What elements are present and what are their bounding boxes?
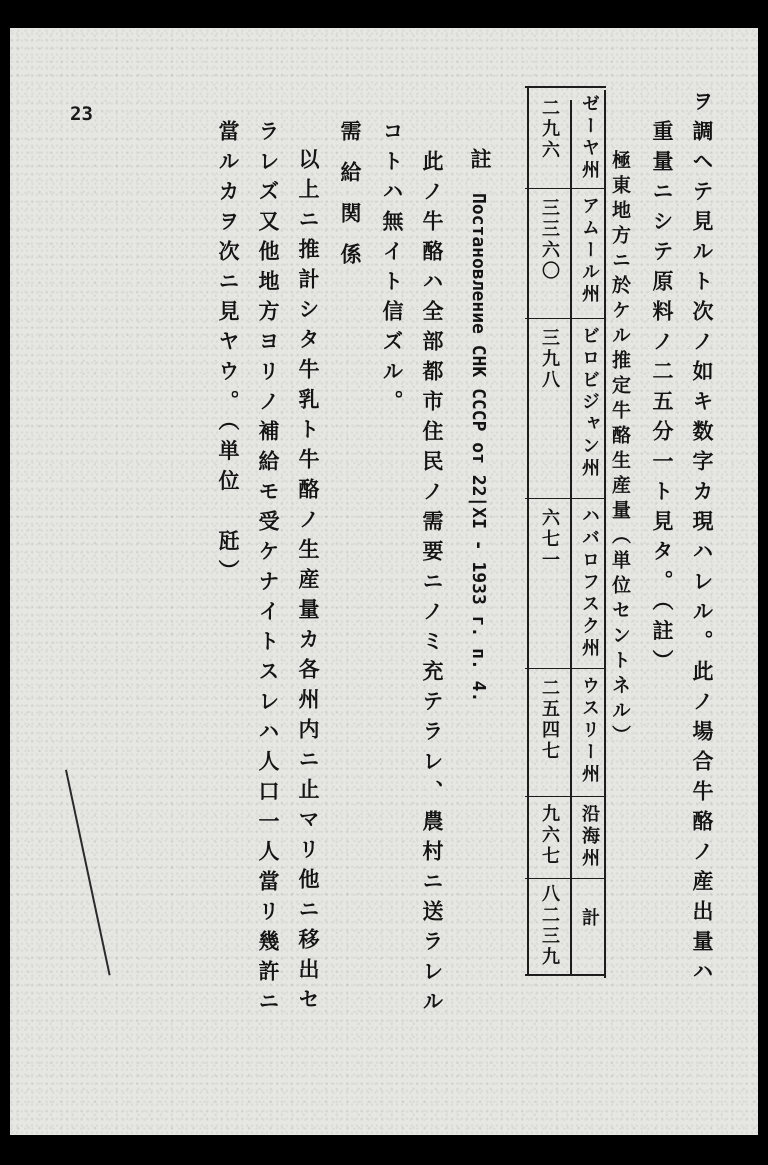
note-citation: Постановление СНК СССР от 22|XI - 1933 г. п. 4. [468,193,489,703]
table-caption: 極東地方ニ於ケル推定牛酪生産量（単位セントネル） [609,150,631,750]
closing-line-2: ラレズ又他地方ヨリノ補給モ受ケナイトスレハ人口一人當リ幾許ニ [256,120,281,1020]
table-header-cell: ビロビジャン州 [579,326,600,480]
table-value-cell: 三三六〇 [539,198,560,282]
table-border-top [525,86,606,88]
closing-line-1: 以上ニ推計シタ牛乳ト牛酪ノ生産量カ各州内ニ止マリ他ニ移出セ [296,148,321,1018]
table-header-cell: 沿海州 [579,804,600,870]
section-heading: 需給関係 [338,120,363,284]
row-line-5 [525,796,606,797]
table-header-cell: ゼーヤ州 [579,94,600,182]
table-value-cell: 六七一 [539,508,560,571]
table-divider [570,100,572,975]
pen-stroke [65,770,111,976]
table-value-cell: 二五四七 [539,678,560,762]
row-line-4 [525,668,606,669]
row-line-6 [525,878,606,879]
note-line-1: 此ノ牛酪ハ全部都市住民ノ需要ニノミ充テラレ、農村ニ送ラレル [420,150,445,1020]
paragraph-line-2: 重量ニシテ原料ノ二五分一ト見タ。（註） [650,120,675,680]
note-line-2: コトハ無イト信ズル。 [380,120,405,420]
row-line-3 [525,498,606,499]
table-border-right [604,90,606,978]
row-line-1 [525,188,606,189]
table-header-cell: ハバロフスク州 [579,506,600,660]
document-page [10,28,758,1135]
table-value-cell: 三九八 [539,328,560,391]
table-value-cell: 二九六 [539,98,560,161]
page-number: 23 [70,103,93,125]
closing-line-3: 當ルカヲ次ニ見ヤウ。（単位 瓩） [216,120,241,590]
table-value-cell: 九六七 [539,804,560,867]
table-border-left [527,86,529,976]
table-border-bottom [525,974,606,976]
table-header-cell: アムール州 [579,196,600,306]
row-line-2 [525,318,606,319]
paragraph-line-1: ヲ調ヘテ見ルト次ノ如キ数字カ現ハレル。此ノ場合牛酪ノ産出量ハ [690,90,715,990]
note-label: 註 [468,148,493,178]
table-header-cell: 計 [579,908,600,930]
table-value-cell: 八二三九 [539,884,560,968]
table-header-cell: ウスリー州 [579,676,600,786]
